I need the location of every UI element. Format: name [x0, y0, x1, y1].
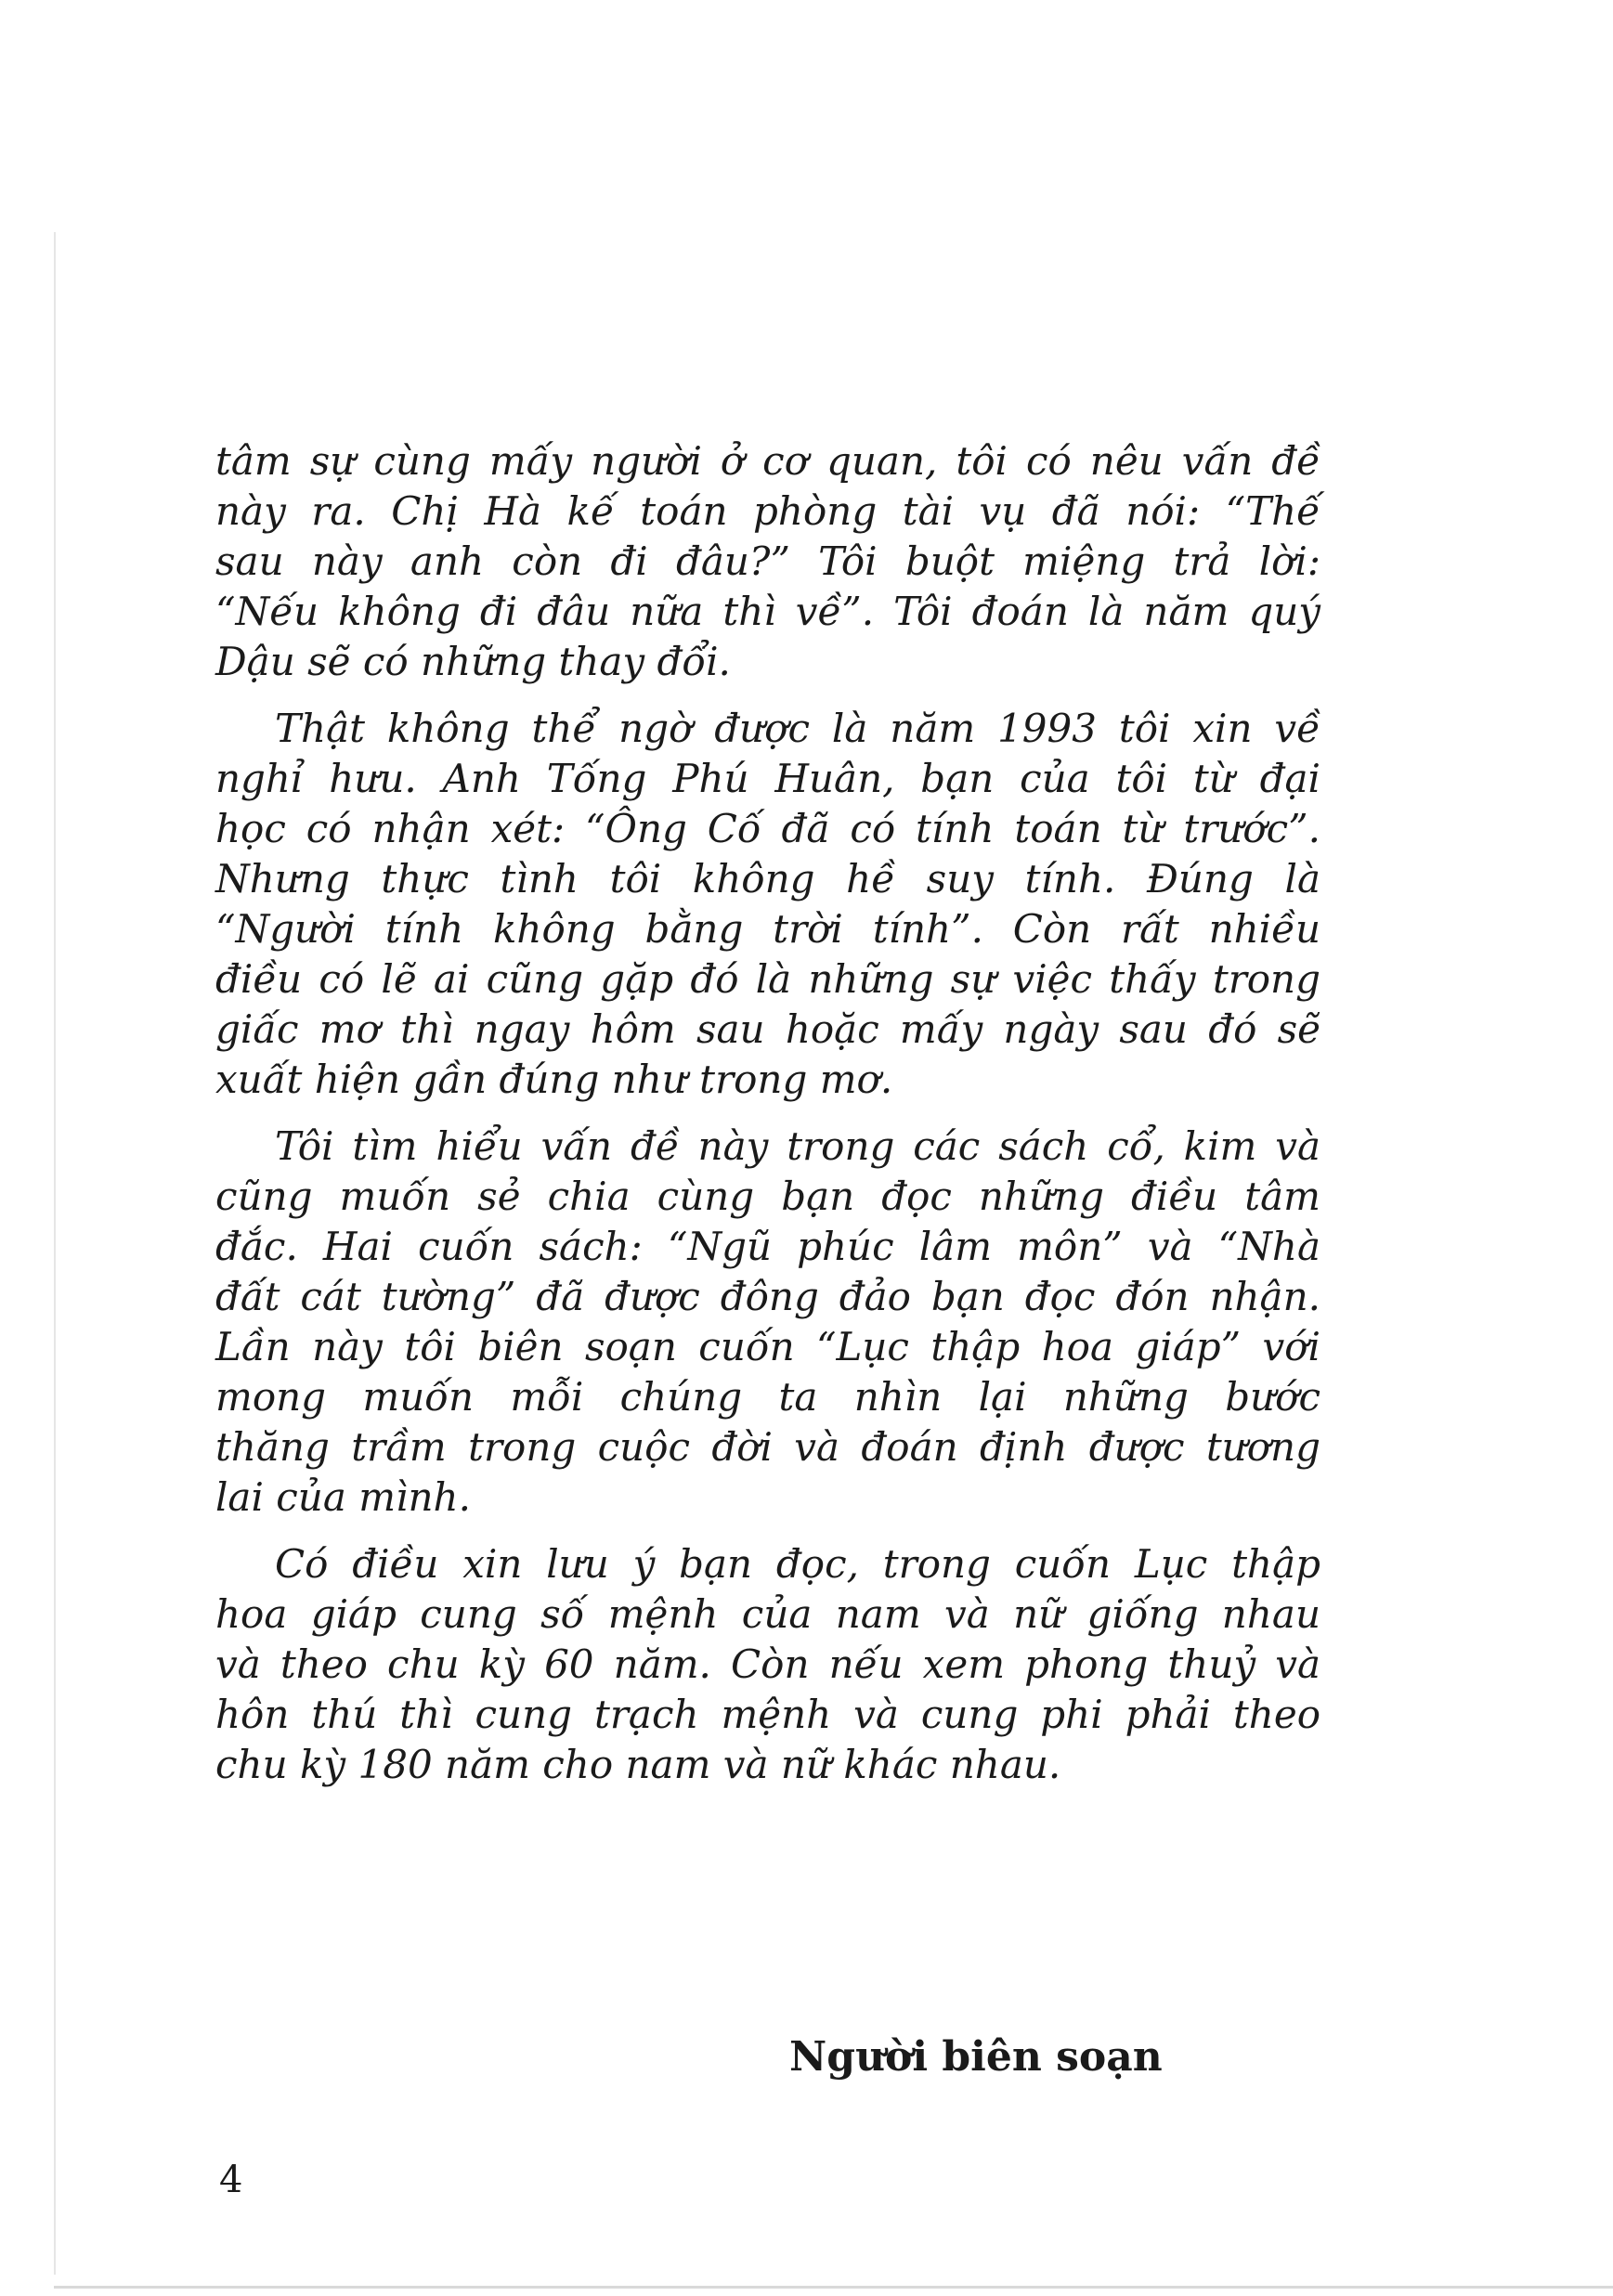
text-line: cũng muốn sẻ chia cùng bạn đọc những điều tâm — [215, 1174, 1320, 1219]
text-line: chu kỳ 180 năm cho nam và nữ khác nhau. — [215, 1742, 1061, 1787]
paragraph — [215, 436, 1320, 687]
text-line: học có nhận xét: “Ông Cố đã có tính toán từ trước”. — [215, 806, 1320, 851]
paragraph — [215, 704, 1320, 1105]
text-line: lai của mình. — [215, 1474, 471, 1520]
text-line: điều có lẽ ai cũng gặp đó là những sự việc thấy trong — [215, 956, 1320, 1002]
page-left-edge — [54, 232, 56, 2275]
page-number: 4 — [219, 2159, 243, 2201]
text-line: đắc. Hai cuốn sách: “Ngũ phúc lâm môn” và “Nhà — [215, 1224, 1320, 1269]
text-line: “Nếu không đi đâu nữa thì về”. Tôi đoán là năm quý — [215, 589, 1320, 634]
text-line: tâm sự cùng mấy người ở cơ quan, tôi có nêu vấn đề — [215, 438, 1320, 484]
text-line: Tôi tìm hiểu vấn đề này trong các sách cổ, kim và — [275, 1123, 1320, 1169]
text-line: và theo chu kỳ 60 năm. Còn nếu xem phong thuỷ và — [215, 1641, 1320, 1687]
text-line: hôn thú thì cung trạch mệnh và cung phi phải theo — [215, 1692, 1320, 1737]
page-bottom-edge — [54, 2286, 1613, 2289]
text-line: này ra. Chị Hà kế toán phòng tài vụ đã nói: “Thế — [215, 488, 1320, 534]
text-line: Có điều xin lưu ý bạn đọc, trong cuốn Lục thập — [275, 1541, 1320, 1587]
paragraph — [215, 1539, 1320, 1790]
body-text — [215, 436, 1320, 1807]
text-line: Dậu sẽ có những thay đổi. — [215, 639, 731, 684]
text-line: Lần này tôi biên soạn cuốn “Lục thập hoa giáp” với — [215, 1324, 1320, 1369]
text-line: sau này anh còn đi đâu?” Tôi buột miệng trả lời: — [215, 538, 1320, 584]
text-line: xuất hiện gần đúng như trong mơ. — [215, 1057, 893, 1102]
text-line: Nhưng thực tình tôi không hề suy tính. Đúng là — [215, 856, 1320, 902]
text-line: Thật không thể ngờ được là năm 1993 tôi xin về — [275, 706, 1320, 751]
paragraph — [215, 1122, 1320, 1523]
signature: Người biên soạn — [789, 2033, 1163, 2081]
text-line: “Người tính không bằng trời tính”. Còn rất nhiều — [215, 906, 1320, 952]
text-line: giấc mơ thì ngay hôm sau hoặc mấy ngày sau đó sẽ — [215, 1006, 1320, 1052]
text-line: nghỉ hưu. Anh Tống Phú Huân, bạn của tôi từ đại — [215, 756, 1320, 801]
text-line: đất cát tường” đã được đông đảo bạn đọc đón nhận. — [215, 1274, 1320, 1319]
text-line: hoa giáp cung số mệnh của nam và nữ giống nhau — [215, 1591, 1320, 1637]
text-line: thăng trầm trong cuộc đời và đoán định được tương — [215, 1424, 1320, 1470]
text-line: mong muốn mỗi chúng ta nhìn lại những bước — [215, 1374, 1320, 1420]
